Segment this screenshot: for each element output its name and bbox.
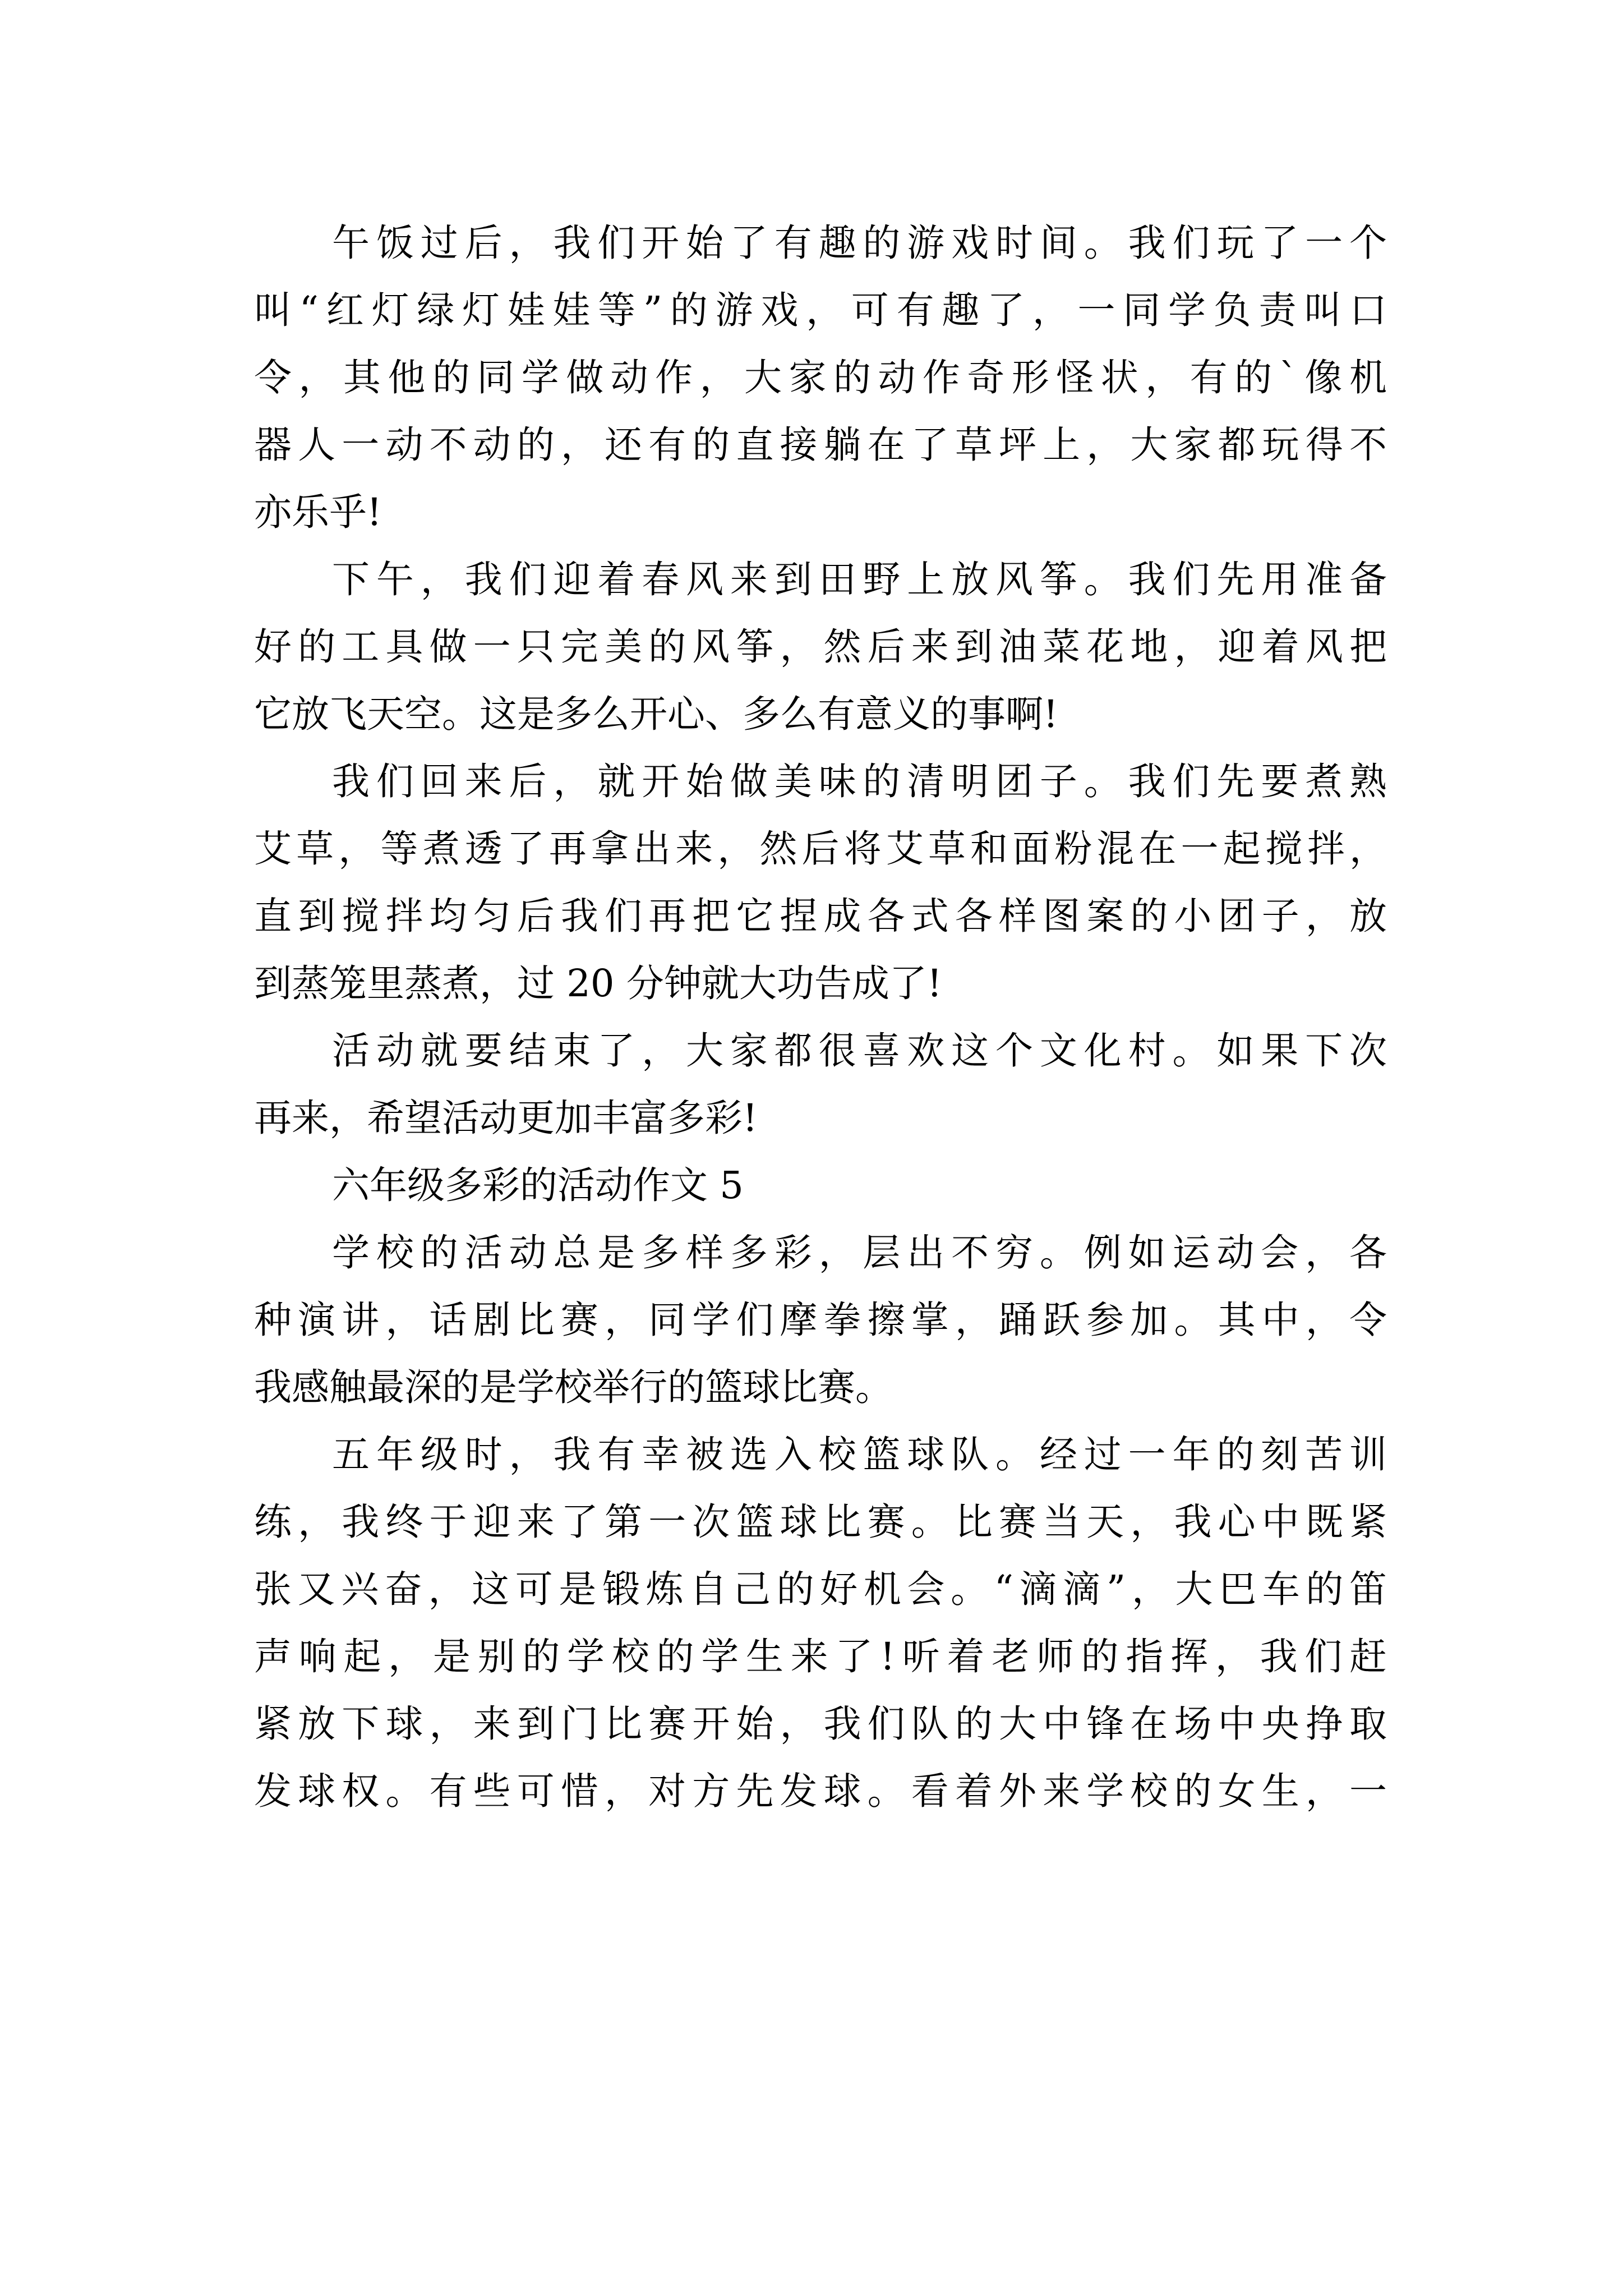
text-line: 五年级时，我有幸被选入校篮球队。经过一年的刻苦训 [332,1433,1387,1476]
text-line: 学校的活动总是多样多彩，层出不穷。例如运动会，各 [332,1231,1387,1274]
text-line: 它放飞天空。这是多么开心、多么有意义的事啊! [254,692,1058,736]
essay-heading: 六年级多彩的活动作文 5 [332,1163,744,1207]
text-line: 活动就要结束了，大家都很喜欢这个文化村。如果下次 [332,1029,1387,1073]
text-line: 叫“红灯绿灯娃娃等”的游戏，可有趣了，一同学负责叫口 [254,288,1387,332]
text-line: 我感触最深的是学校举行的篮球比赛。 [254,1365,893,1409]
text-line: 亦乐乎! [254,490,382,534]
text-line: 午饭过后，我们开始了有趣的游戏时间。我们玩了一个 [332,221,1387,265]
text-line: 好的工具做一只完美的风筝，然后来到油菜花地，迎着风把 [254,625,1387,669]
text-line: 令，其他的同学做动作，大家的动作奇形怪状，有的`像机 [254,356,1387,399]
text-line: 紧放下球，来到门比赛开始，我们队的大中锋在场中央挣取 [254,1702,1387,1746]
text-line: 我们回来后，就开始做美味的清明团子。我们先要煮熟 [332,760,1387,803]
text-line: 下午，我们迎着春风来到田野上放风筝。我们先用准备 [332,558,1387,601]
text-line: 种演讲，话剧比赛，同学们摩拳擦掌，踊跃参加。其中，令 [254,1298,1387,1342]
text-line: 器人一动不动的，还有的直接躺在了草坪上，大家都玩得不 [254,423,1387,467]
text-line: 再来，希望活动更加丰富多彩! [254,1096,758,1140]
text-line: 到蒸笼里蒸煮，过 20 分钟就大功告成了! [254,961,942,1005]
text-line: 张又兴奋，这可是锻炼自己的好机会。“滴滴”，大巴车的笛 [254,1567,1387,1611]
text-line: 声响起，是别的学校的学生来了!听着老师的指挥，我们赶 [254,1635,1387,1678]
text-line: 发球权。有些可惜，对方先发球。看着外来学校的女生，一 [254,1769,1387,1813]
text-line: 直到搅拌均匀后我们再把它捏成各式各样图案的小团子，放 [254,894,1387,938]
text-line: 练，我终于迎来了第一次篮球比赛。比赛当天，我心中既紧 [254,1500,1387,1544]
text-line: 艾草，等煮透了再拿出来，然后将艾草和面粉混在一起搅拌， [254,827,1387,871]
